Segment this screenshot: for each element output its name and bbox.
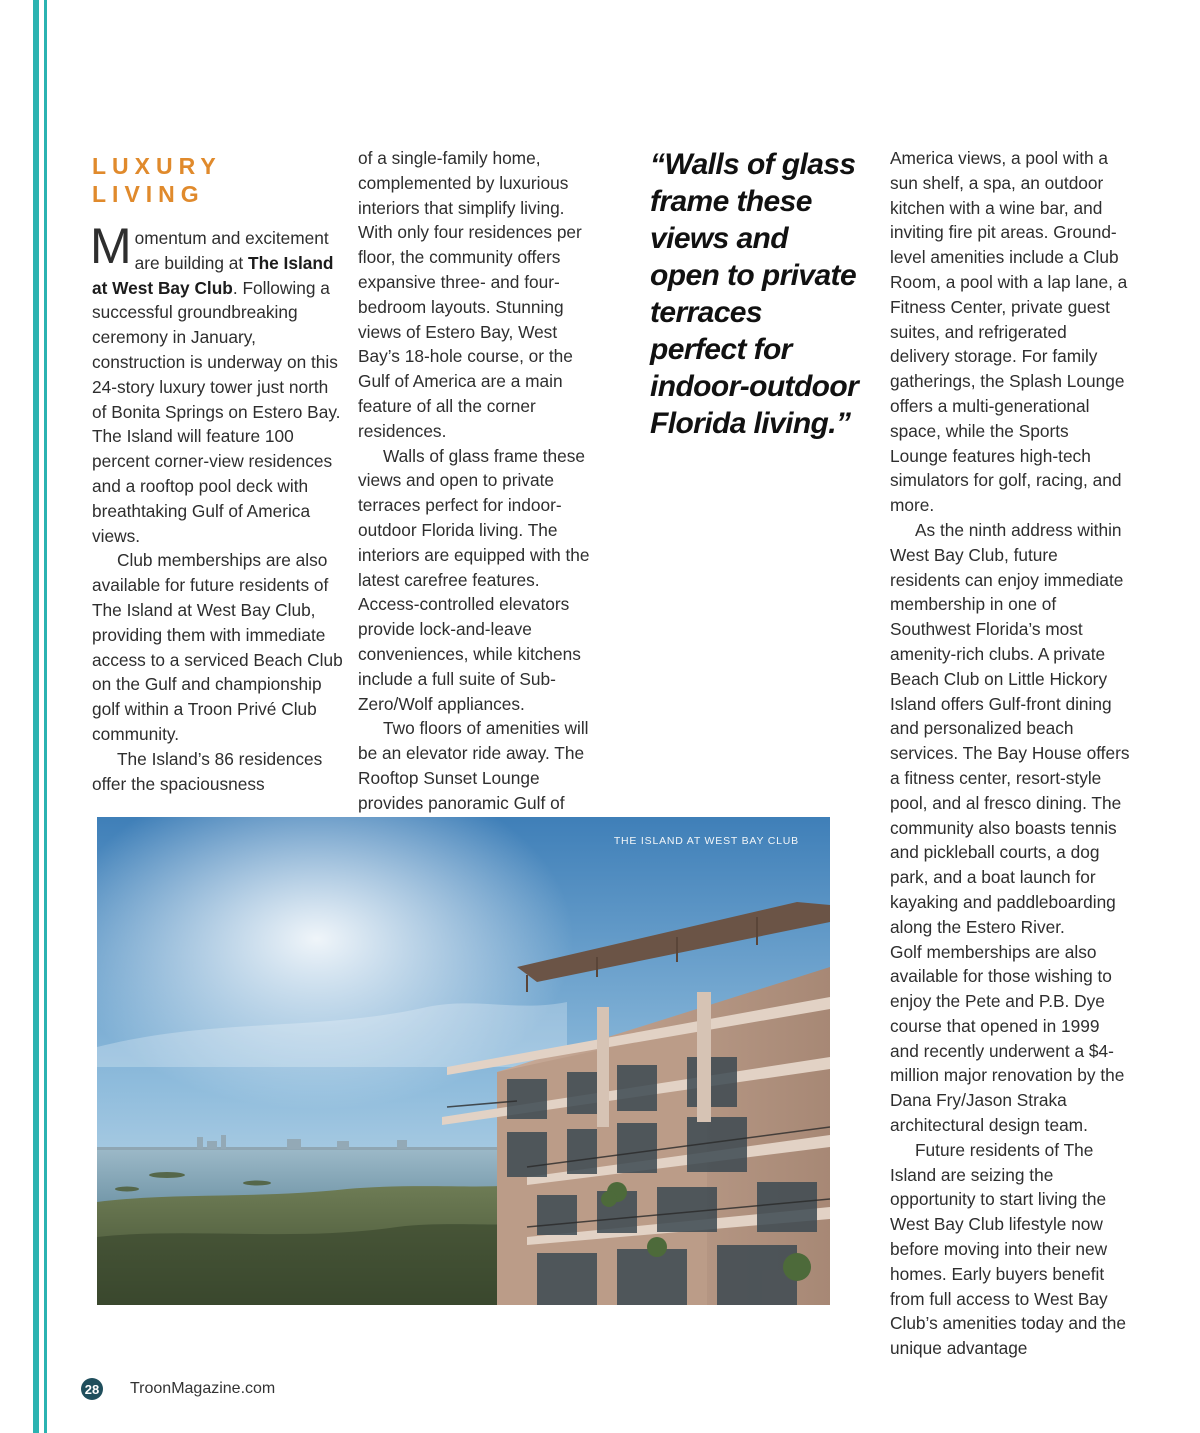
rendering-illustration [97, 817, 830, 1305]
building-rendering-photo [97, 817, 830, 1305]
photo-caption: THE ISLAND AT WEST BAY CLUB [613, 835, 799, 847]
drop-cap: M [90, 218, 132, 274]
left-accent-stripe [33, 0, 39, 1433]
left-accent-stripe-thin [44, 0, 47, 1433]
article-column-2 [358, 146, 598, 816]
pull-quote: “Walls of glass frame these views and open to private terraces perfect for indoor-outdoor Florida living.” [650, 148, 859, 440]
paragraph: Future residents of The Island are seizing the opportunity to start living the West Bay Club lifestyle now before moving into their new homes. Early buyers benefit from full access to West Bay Club’s amenities today and the unique advantage [890, 1139, 1127, 1359]
paragraph: Golf memberships are also available for those wishing to enjoy the Pete and P.B. Dye course that opened in 1999 and recently underwent a $4-million major renovation by the Dana Fry/Jason Straka architectural design team. [890, 941, 1125, 1136]
paragraph: Club memberships are also available for future residents of The Island at West Bay Club, providing them with immediate access to a serviced Beach Club on the Gulf and championship golf within a Troon Privé Club community. [92, 550, 343, 744]
property-name: The Island at West Bay Club [92, 252, 334, 298]
paragraph: The Island’s 86 residences offer the spaciousness [92, 748, 323, 794]
paragraph [90, 218, 344, 548]
section-title-line-1: LUXURY [92, 153, 222, 179]
paragraph-text: omentum and excitement are building at [134, 228, 329, 273]
paragraph: Walls of glass frame these views and open to private terraces perfect for indoor-outdoor Florida living. The interiors are equipped with the latest carefree features. Access-controlled elevators provide lock-and-leave conveniences, while kitchens include a full suite of Sub-Zero/Wolf appliances. [358, 445, 590, 714]
article-column-1 [92, 146, 344, 796]
page-footer [81, 1376, 275, 1402]
article-column-4 [890, 146, 1130, 1361]
page-number-badge: 28 [81, 1378, 103, 1400]
paragraph: America views, a pool with a sun shelf, a spa, an outdoor kitchen with a wine bar, and inviting fire pit areas. Ground-level amenities include a Club Room, a pool with a lap lane, a Fitness Center, private guest suites, and refrigerated delivery storage. For family gatherings, the Splash Lounge offers a multi-generational space, while the Sports Lounge features high-tech simulators for golf, racing, and more. [890, 148, 1128, 516]
section-title-line-2: LIVING [92, 181, 205, 207]
paragraph: of a single-family home, complemented by luxurious interiors that simplify living. With only four residences per floor, the community offers expansive three- and four-bedroom layouts. Stunning views of Estero Bay, West Bay’s 18-hole course, or the Gulf of America are a main feature of all the corner residences. [358, 148, 582, 441]
section-title [92, 152, 344, 208]
paragraph-text: . Following a successful groundbreaking ceremony in January, construction is underway on this 24-story luxury tower just north of Bonita Springs on Estero Bay. The Island will feature 100 percent corner-view residences and a rooftop pool deck with breathtaking Gulf of America views. [92, 277, 341, 546]
site-url: TroonMagazine.com [130, 1380, 276, 1397]
paragraph: As the ninth address within West Bay Club, future residents can enjoy immediate membership in one of Southwest Florida’s most amenity-rich clubs. A private Beach Club on Little Hickory Island offers Gulf-front dining and personalized beach services. The Bay House offers a fitness center, resort-style pool, and al fresco dining. The community also boasts tennis and pickleball courts, a dog park, and a boat launch for kayaking and paddleboarding along the Estero River. [890, 519, 1130, 937]
paragraph: Two floors of amenities will be an elevator ride away. The Rooftop Sunset Lounge provides panoramic Gulf of [358, 718, 589, 813]
